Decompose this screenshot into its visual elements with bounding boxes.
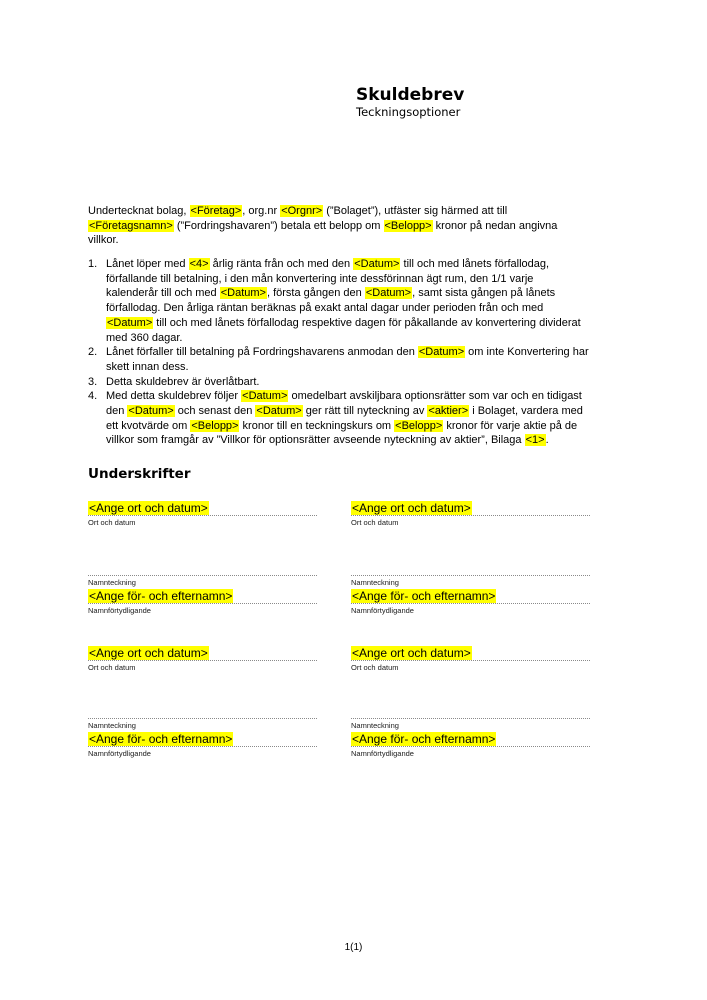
signature-dotted-line[interactable]	[88, 558, 317, 576]
placeholder-field[interactable]: <Orgnr>	[281, 205, 323, 217]
placeholder-field[interactable]: <Företag>	[190, 205, 242, 217]
placeholder-field[interactable]: <Företagsnamn>	[89, 219, 173, 232]
list-item-text: Med detta skuldebrev följer <Datum> omedelbart avskiljbara optionsrätter som var och en tidigast den <Datum> och senast den <Datum> ger rätt till nyteckning av <aktier> i Bolaget, vardera med ett kvotvärde om <Belopp> kronor till en teckningskurs om <Belopp> kronor för varje aktie på de villkor som framgår av ”Villkor för optionsrätter avseende nyteckning av aktier”, Bilaga <1>.	[106, 390, 583, 447]
placeholder-field[interactable]: <Datum>	[220, 287, 266, 300]
placeholder-field[interactable]: <Datum>	[242, 390, 288, 403]
list-item-3	[88, 375, 648, 390]
signature-dotted-line	[88, 498, 317, 516]
signature-label-place-date: Ort och datum	[351, 518, 399, 527]
signature-label-place-date: Ort och datum	[88, 518, 136, 527]
list-item-1	[88, 257, 648, 345]
signature-label-name: Namnförtydligande	[351, 749, 414, 758]
placeholder-field[interactable]: <Belopp>	[191, 419, 239, 432]
placeholder-field[interactable]: <Datum>	[365, 287, 412, 300]
signature-field-signature-block2-col2	[351, 701, 590, 730]
signature-field-place-date-block1-col2	[351, 498, 590, 527]
signature-dotted-line[interactable]	[351, 558, 590, 576]
list-item-number: 2.	[88, 346, 98, 359]
placeholder-field-name[interactable]: <Ange för- och efternamn>	[89, 589, 233, 603]
placeholder-field-name[interactable]: <Ange för- och efternamn>	[89, 732, 233, 746]
placeholder-field[interactable]: <aktier>	[428, 405, 469, 418]
placeholder-field-name[interactable]: <Ange för- och efternamn>	[352, 732, 496, 746]
placeholder-field-place-date[interactable]: <Ange ort och datum>	[352, 501, 471, 515]
list-item-text: Lånet löper med <4> årlig ränta från och med den <Datum> till och med lånets förfallodag, förfallande till betalning, i den mån konvertering inte dessförinnan ägt rum, den 1/1 varje kalenderår till och med <Datum>, första gången den <Datum>, samt sista gången på lånets förfallodag. Den årliga räntan beräknas på exakt antal dagar under perioden från och med <Datum> till och med lånets förfallodag respektive dagen för påkallande av konvertering dividerat med 360 dagar.	[106, 258, 581, 344]
placeholder-field[interactable]: <Datum>	[107, 316, 153, 329]
signature-dotted-line	[88, 729, 317, 747]
signature-field-name-block1-col1	[88, 586, 317, 615]
signature-field-place-date-block2-col1	[88, 643, 317, 672]
signature-dotted-line	[351, 729, 590, 747]
placeholder-field[interactable]: <Datum>	[256, 405, 302, 418]
page-title: Skuldebrev	[356, 85, 465, 105]
list-item-text: Lånet förfaller till betalning på Fordringshavarens anmodan den <Datum> om inte Konvertering har skett innan dess.	[106, 346, 589, 373]
signature-field-name-block2-col1	[88, 729, 317, 758]
placeholder-field-name[interactable]: <Ange för- och efternamn>	[352, 589, 496, 603]
placeholder-field[interactable]: <4>	[189, 258, 209, 270]
signature-field-place-date-block2-col2	[351, 643, 590, 672]
signature-label-place-date: Ort och datum	[88, 663, 136, 672]
signature-dotted-line	[88, 586, 317, 604]
signatures-heading: Underskrifter	[88, 466, 191, 482]
signature-label-place-date: Ort och datum	[351, 663, 399, 672]
signature-dotted-line[interactable]	[88, 701, 317, 719]
list-item-4	[88, 389, 648, 448]
list-item-text: Detta skuldebrev är överlåtbart.	[106, 375, 260, 388]
placeholder-field[interactable]: <Belopp>	[395, 419, 443, 432]
signature-field-signature-block2-col1	[88, 701, 317, 730]
signature-label-signature: Namnteckning	[351, 721, 399, 730]
signature-label-name: Namnförtydligande	[351, 606, 414, 615]
signature-label-name: Namnförtydligande	[88, 749, 151, 758]
signature-label-signature: Namnteckning	[88, 578, 136, 587]
signature-dotted-line	[88, 643, 317, 661]
terms-list	[88, 257, 648, 448]
signature-field-place-date-block1-col1	[88, 498, 317, 527]
placeholder-field[interactable]: <Belopp>	[384, 219, 432, 232]
placeholder-field[interactable]: <1>	[525, 434, 545, 447]
signature-label-signature: Namnteckning	[351, 578, 399, 587]
placeholder-field-place-date[interactable]: <Ange ort och datum>	[89, 646, 208, 660]
signature-dotted-line[interactable]	[351, 701, 590, 719]
list-item-2	[88, 345, 648, 374]
signature-label-name: Namnförtydligande	[88, 606, 151, 615]
placeholder-field[interactable]: <Datum>	[128, 405, 174, 418]
list-item-number: 3.	[88, 375, 98, 388]
placeholder-field-place-date[interactable]: <Ange ort och datum>	[352, 646, 471, 660]
signature-field-name-block2-col2	[351, 729, 590, 758]
placeholder-field[interactable]: <Datum>	[418, 346, 465, 359]
signature-label-signature: Namnteckning	[88, 721, 136, 730]
intro-paragraph: Undertecknat bolag, <Företag>, org.nr <Orgnr> (”Bolaget”), utfäster sig härmed att till <Företagsnamn> (”Fordringshavaren”) betala ett belopp om <Belopp> kronor på nedan angivna villkor.	[88, 205, 558, 247]
signature-dotted-line	[351, 586, 590, 604]
signature-field-signature-block1-col1	[88, 558, 317, 587]
signature-dotted-line	[351, 643, 590, 661]
signature-field-signature-block1-col2	[351, 558, 590, 587]
list-item-number: 1.	[88, 258, 98, 270]
placeholder-field[interactable]: <Datum>	[354, 258, 400, 270]
list-item-number: 4.	[88, 390, 98, 403]
page-subtitle: Teckningsoptioner	[356, 105, 461, 119]
signature-dotted-line	[351, 498, 590, 516]
placeholder-field-place-date[interactable]: <Ange ort och datum>	[89, 501, 208, 515]
signature-field-name-block1-col2	[351, 586, 590, 615]
footer-page-number: 1(1)	[344, 942, 363, 953]
